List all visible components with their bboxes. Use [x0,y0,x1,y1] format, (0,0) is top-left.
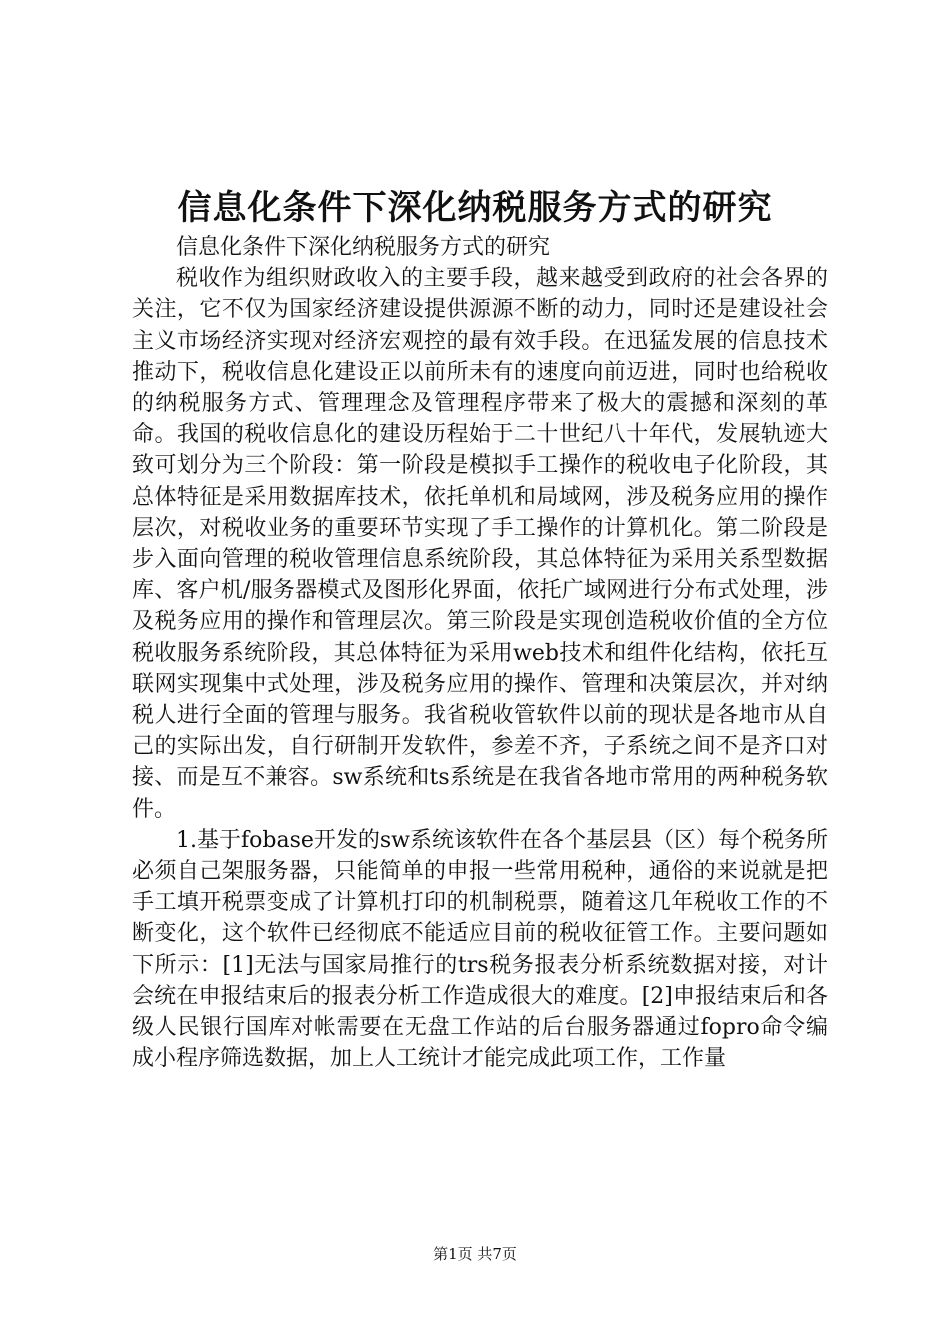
page-number-footer: 第1页 共7页 [433,1245,517,1263]
document-body [132,232,828,1074]
paragraph-sw-system: 1.基于fobase开发的sw系统该软件在各个基层县（区）每个税务所必须自己架服务器，只能简单的申报一些常用税种，通俗的来说就是把手工填开税票变成了计算机打印的机制税票，随着这几年税收工作的不断变化，这个软件已经彻底不能适应目前的税收征管工作。主要问题如下所示：[1]无法与国家局推行的trs税务报表分析系统数据对接，对计会统在申报结束后的报表分析工作造成很大的难度。[2]申报结束后和各级人民银行国库对帐需要在无盘工作站的后台服务器通过fopro命令编成小程序筛选数据，加上人工统计才能完成此项工作，工作量 [132,827,829,1072]
paragraph-subtitle: 信息化条件下深化纳税服务方式的研究 [176,235,551,260]
document-title: 信息化条件下深化纳税服务方式的研究 [177,188,773,228]
paragraph-intro: 税收作为组织财政收入的主要手段，越来越受到政府的社会各界的关注，它不仅为国家经济建设提供源源不断的动力，同时还是建设社会主义市场经济实现对经济宏观控的最有效手段。在迅猛发展的信息技术推动下，税收信息化建设正以前所未有的速度向前迈进，同时也给税收的纳税服务方式、管理理念及管理程序带来了极大的震撼和深刻的革命。我国的税收信息化的建设历程始于二十世纪八十年代，发展轨迹大致可划分为三个阶段：第一阶段是模拟手工操作的税收电子化阶段，其总体特征是采用数据库技术，依托单机和局域网，涉及税务应用的操作层次，对税收业务的重要环节实现了手工操作的计算机化。第二阶段是步入面向管理的税收管理信息系统阶段，其总体特征为采用关系型数据库、客户机/服务器模式及图形化界面，依托广域网进行分布式处理，涉及税务应用的操作和管理层次。第三阶段是实现创造税收价值的全方位税收服务系统阶段，其总体特征为采用web技术和组件化结构，依托互联网实现集中式处理，涉及税务应用的操作、管理和决策层次，并对纳税人进行全面的管理与服务。我省税收管软件以前的现状是各地市从自己的实际出发，自行研制开发软件，参差不齐，子系统之间不是齐口对接、而是互不兼容。sw系统和ts系统是在我省各地市常用的两种税务软件。 [132,266,828,822]
